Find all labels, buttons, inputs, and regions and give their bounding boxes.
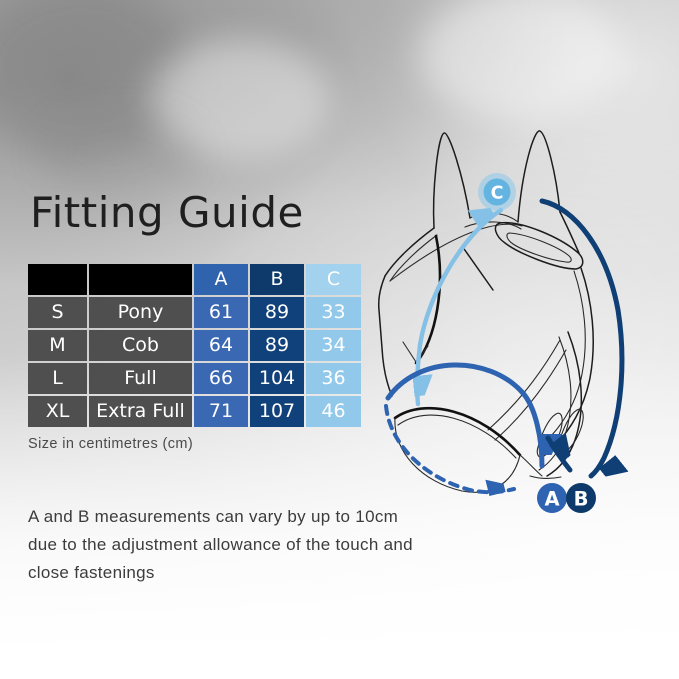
table-cell-size: L	[28, 363, 87, 394]
table-cell-type: Extra Full	[89, 396, 192, 427]
badge-c-label: C	[490, 183, 504, 204]
nose-opening	[395, 408, 520, 455]
table-header-c: C	[306, 264, 361, 295]
background-texture	[0, 0, 190, 160]
table-cell-size: XL	[28, 396, 87, 427]
measure-a-arrow-hidden	[386, 406, 514, 492]
table-cell-c: 36	[306, 363, 361, 394]
measure-c-arrow	[417, 210, 501, 404]
table-cell-a: 66	[194, 363, 248, 394]
badge-c	[478, 173, 516, 211]
table-header-blank	[28, 264, 87, 295]
right-ear	[518, 131, 560, 222]
unit-note: Size in centimetres (cm)	[28, 436, 194, 452]
table-cell-b: 104	[250, 363, 304, 394]
badge-b	[566, 483, 596, 513]
table-cell-c: 34	[306, 330, 361, 361]
table-cell-a: 64	[194, 330, 248, 361]
table-cell-b: 89	[250, 297, 304, 328]
table-header-blank	[89, 264, 192, 295]
table-header-a: A	[194, 264, 248, 295]
table-cell-b: 107	[250, 396, 304, 427]
badge-a-label: A	[544, 487, 560, 511]
badge-b-label: B	[573, 487, 589, 511]
fly-mask-diagram	[370, 100, 675, 530]
background-texture	[150, 40, 330, 160]
size-table	[28, 264, 361, 427]
table-cell-size: M	[28, 330, 87, 361]
table-cell-type: Pony	[89, 297, 192, 328]
table-cell-type: Cob	[89, 330, 192, 361]
tolerance-note: A and B measurements can vary by up to 10cm due to the adjustment allowance of the touch and close fastenings	[28, 507, 413, 582]
table-cell-a: 61	[194, 297, 248, 328]
measurement-arrows	[386, 201, 622, 492]
page-title: Fitting Guide	[30, 188, 304, 237]
left-ear	[434, 133, 470, 228]
background-texture	[40, 110, 200, 200]
table-cell-type: Full	[89, 363, 192, 394]
badge-a	[537, 483, 567, 513]
table-cell-b: 89	[250, 330, 304, 361]
table-cell-a: 71	[194, 396, 248, 427]
table-cell-c: 33	[306, 297, 361, 328]
table-cell-c: 46	[306, 396, 361, 427]
table-header-b: B	[250, 264, 304, 295]
table-cell-size: S	[28, 297, 87, 328]
measure-b-arrow	[542, 201, 622, 476]
